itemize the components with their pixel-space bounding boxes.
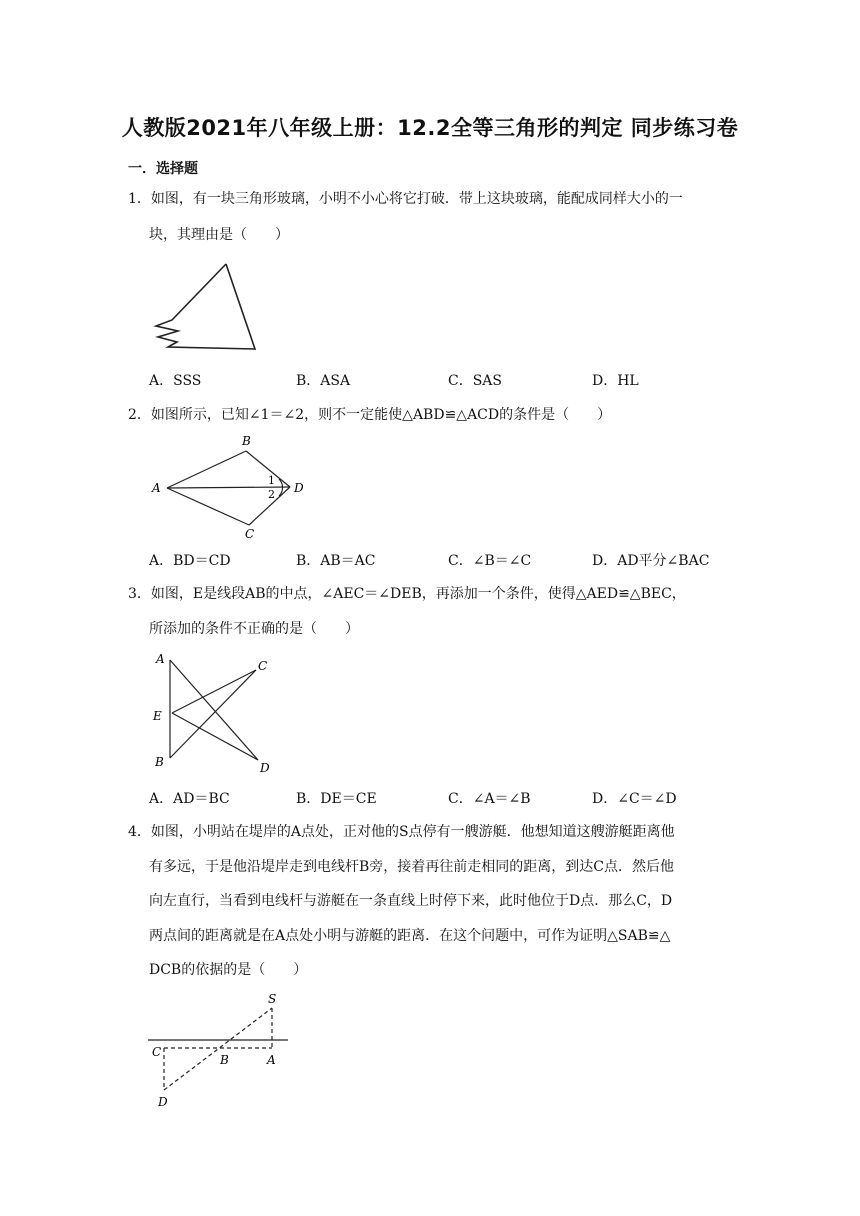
q3-label-b: B [155, 755, 164, 769]
q4-line-3: 向左直行，当看到电线杆与游艇在一条直线上时停下来，此时他位于D点．那么C，D [149, 893, 673, 909]
q3-options [149, 788, 759, 808]
q2-label-angle-1: 1 [268, 474, 275, 487]
q2-option-a: A．BD＝CD [149, 553, 231, 569]
q2-label-d: D [294, 481, 304, 495]
q2-label-b: B [242, 434, 251, 448]
q3-option-d: D．∠C＝∠D [592, 791, 677, 807]
q3-option-b: B．DE＝CE [296, 791, 377, 807]
q1-options [149, 370, 759, 390]
q2-option-b: B．AB＝AC [296, 553, 376, 569]
q4-label-s: S [268, 992, 277, 1006]
q2-options [149, 550, 759, 570]
q2-label-c: C [245, 527, 255, 541]
q4-line-2: 有多远，于是他沿堤岸走到电线杆B旁，接着再往前走相同的距离，到达C点．然后他 [149, 859, 674, 875]
q2-option-d: D．AD平分∠BAC [592, 553, 710, 569]
q4-line-5: DCB的依据的是（ ） [149, 962, 308, 978]
q2-label-a: A [152, 481, 161, 495]
q1-option-b: B．ASA [296, 373, 351, 389]
q1-broken-glass-figure [150, 258, 260, 354]
q3-line-1: 3．如图，E是线段AB的中点，∠AEC＝∠DEB，再添加一个条件，使得△AED≌△BEC， [128, 586, 686, 602]
q1-option-d: D．HL [592, 373, 639, 389]
q4-label-b: B [220, 1053, 229, 1067]
section-heading: 一．选择题 [128, 161, 198, 177]
q4-label-c: C [152, 1045, 162, 1059]
q3-option-c: C．∠A＝∠B [448, 791, 531, 807]
page-title: 人教版2021年八年级上册：12.2全等三角形的判定 同步练习卷 [121, 116, 739, 140]
q1-option-a: A．SSS [149, 373, 202, 389]
q1-line-1: 1．如图，有一块三角形玻璃，小明不小心将它打破．带上这块玻璃，能配成同样大小的一 [128, 191, 683, 207]
q4-label-a: A [267, 1053, 276, 1067]
q2-option-c: C．∠B＝∠C [448, 553, 532, 569]
q3-label-c: C [258, 659, 268, 673]
q2-label-angle-2: 2 [268, 488, 275, 501]
q1-line-2: 块，其理由是（ ） [149, 227, 289, 243]
q3-label-e: E [153, 709, 162, 723]
q4-label-d: D [158, 1095, 168, 1109]
q3-label-a: A [156, 652, 165, 666]
q2-line-1: 2．如图所示，已知∠1＝∠2，则不一定能使△ABD≌△ACD的条件是（ ） [128, 407, 612, 423]
q3-cross-figure [150, 650, 280, 776]
q4-line-1: 4．如图，小明站在堤岸的A点处，正对他的S点停有一艘游艇．他想知道这艘游艇距离他 [128, 824, 675, 840]
q4-line-4: 两点间的距离就是在A点处小明与游艇的距离．在这个问题中，可作为证明△SAB≌△ [149, 928, 671, 944]
q2-kite-figure [150, 432, 320, 540]
q3-line-2: 所添加的条件不正确的是（ ） [149, 621, 359, 637]
q3-label-d: D [260, 761, 270, 775]
q3-option-a: A．AD＝BC [149, 791, 230, 807]
q1-option-c: C．SAS [448, 373, 503, 389]
q4-embankment-figure [140, 990, 300, 1112]
